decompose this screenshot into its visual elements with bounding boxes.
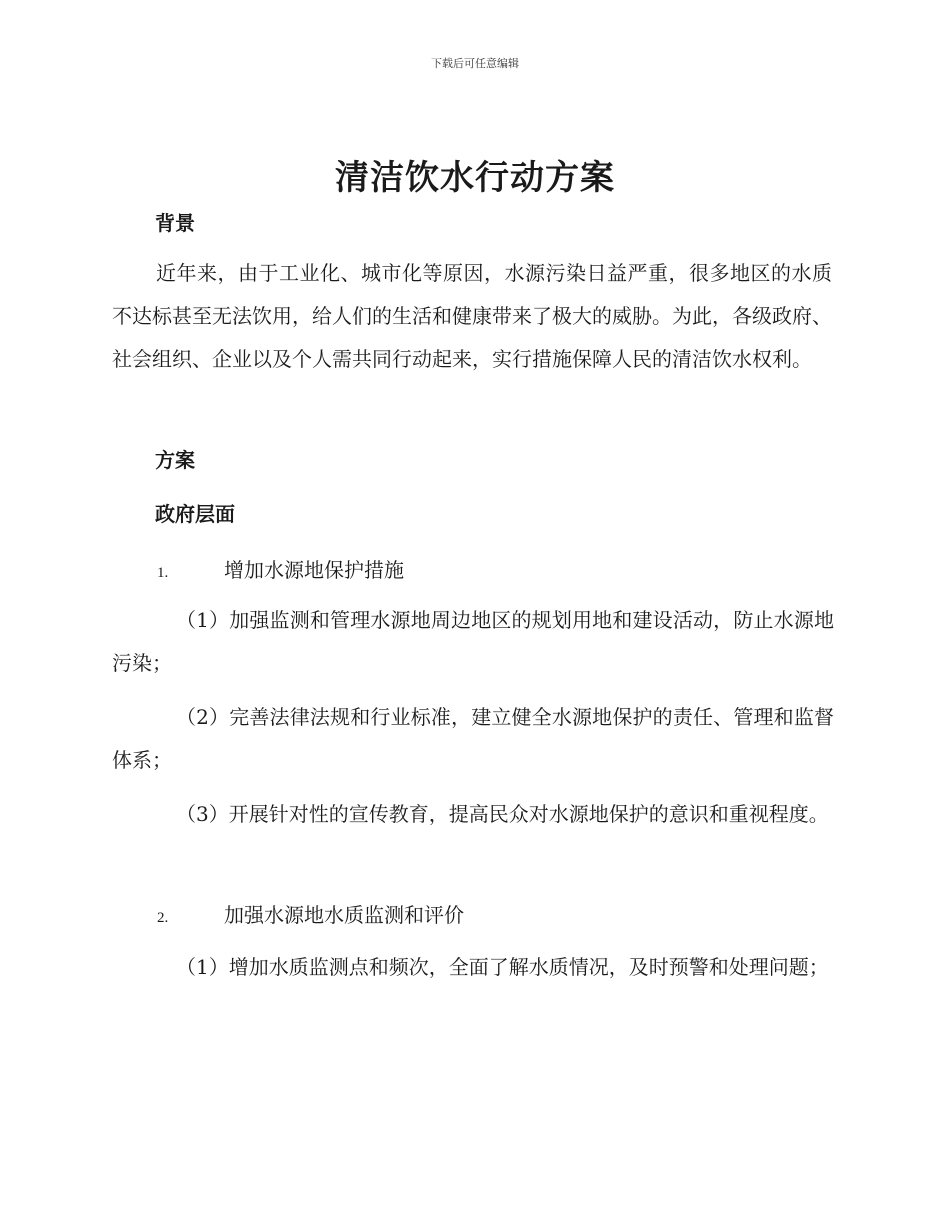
section-heading-background: 背景 [155,211,195,235]
subsection-heading-government: 政府层面 [155,502,235,526]
section-heading-plan: 方案 [155,448,195,472]
list-item-title: 加强水源地水质监测和评价 [224,903,464,927]
document-title: 清洁饮水行动方案 [335,158,615,198]
sub-item-1-1: （1）加强监测和管理水源地周边地区的规划用地和建设活动，防止水源地污染； [112,608,834,675]
list-item-title: 增加水源地保护措施 [224,558,404,582]
background-paragraph: 近年来，由于工业化、城市化等原因，水源污染日益严重，很多地区的水质不达标甚至无法饮用，给人们的生活和健康带来了极大的威胁。为此，各级政府、社会组织、企业以及个人需共同行动起来，实行措施保障人民的清洁饮水权利。 [112,261,832,371]
list-item-1 [157,554,404,583]
list-item-number: 1. [157,565,169,581]
list-item-number: 2. [157,910,169,926]
sub-item-1-2: （2）完善法律法规和行业标准，建立健全水源地保护的责任、管理和监督体系； [112,705,834,772]
page-header-note: 下载后可任意编辑 [431,57,519,70]
sub-item-1-3: （3）开展针对性的宣传教育，提高民众对水源地保护的意识和重视程度。 [176,802,829,826]
sub-item-2-1: （1）增加水质监测点和频次，全面了解水质情况，及时预警和处理问题； [176,955,829,979]
list-item-2 [157,899,464,928]
